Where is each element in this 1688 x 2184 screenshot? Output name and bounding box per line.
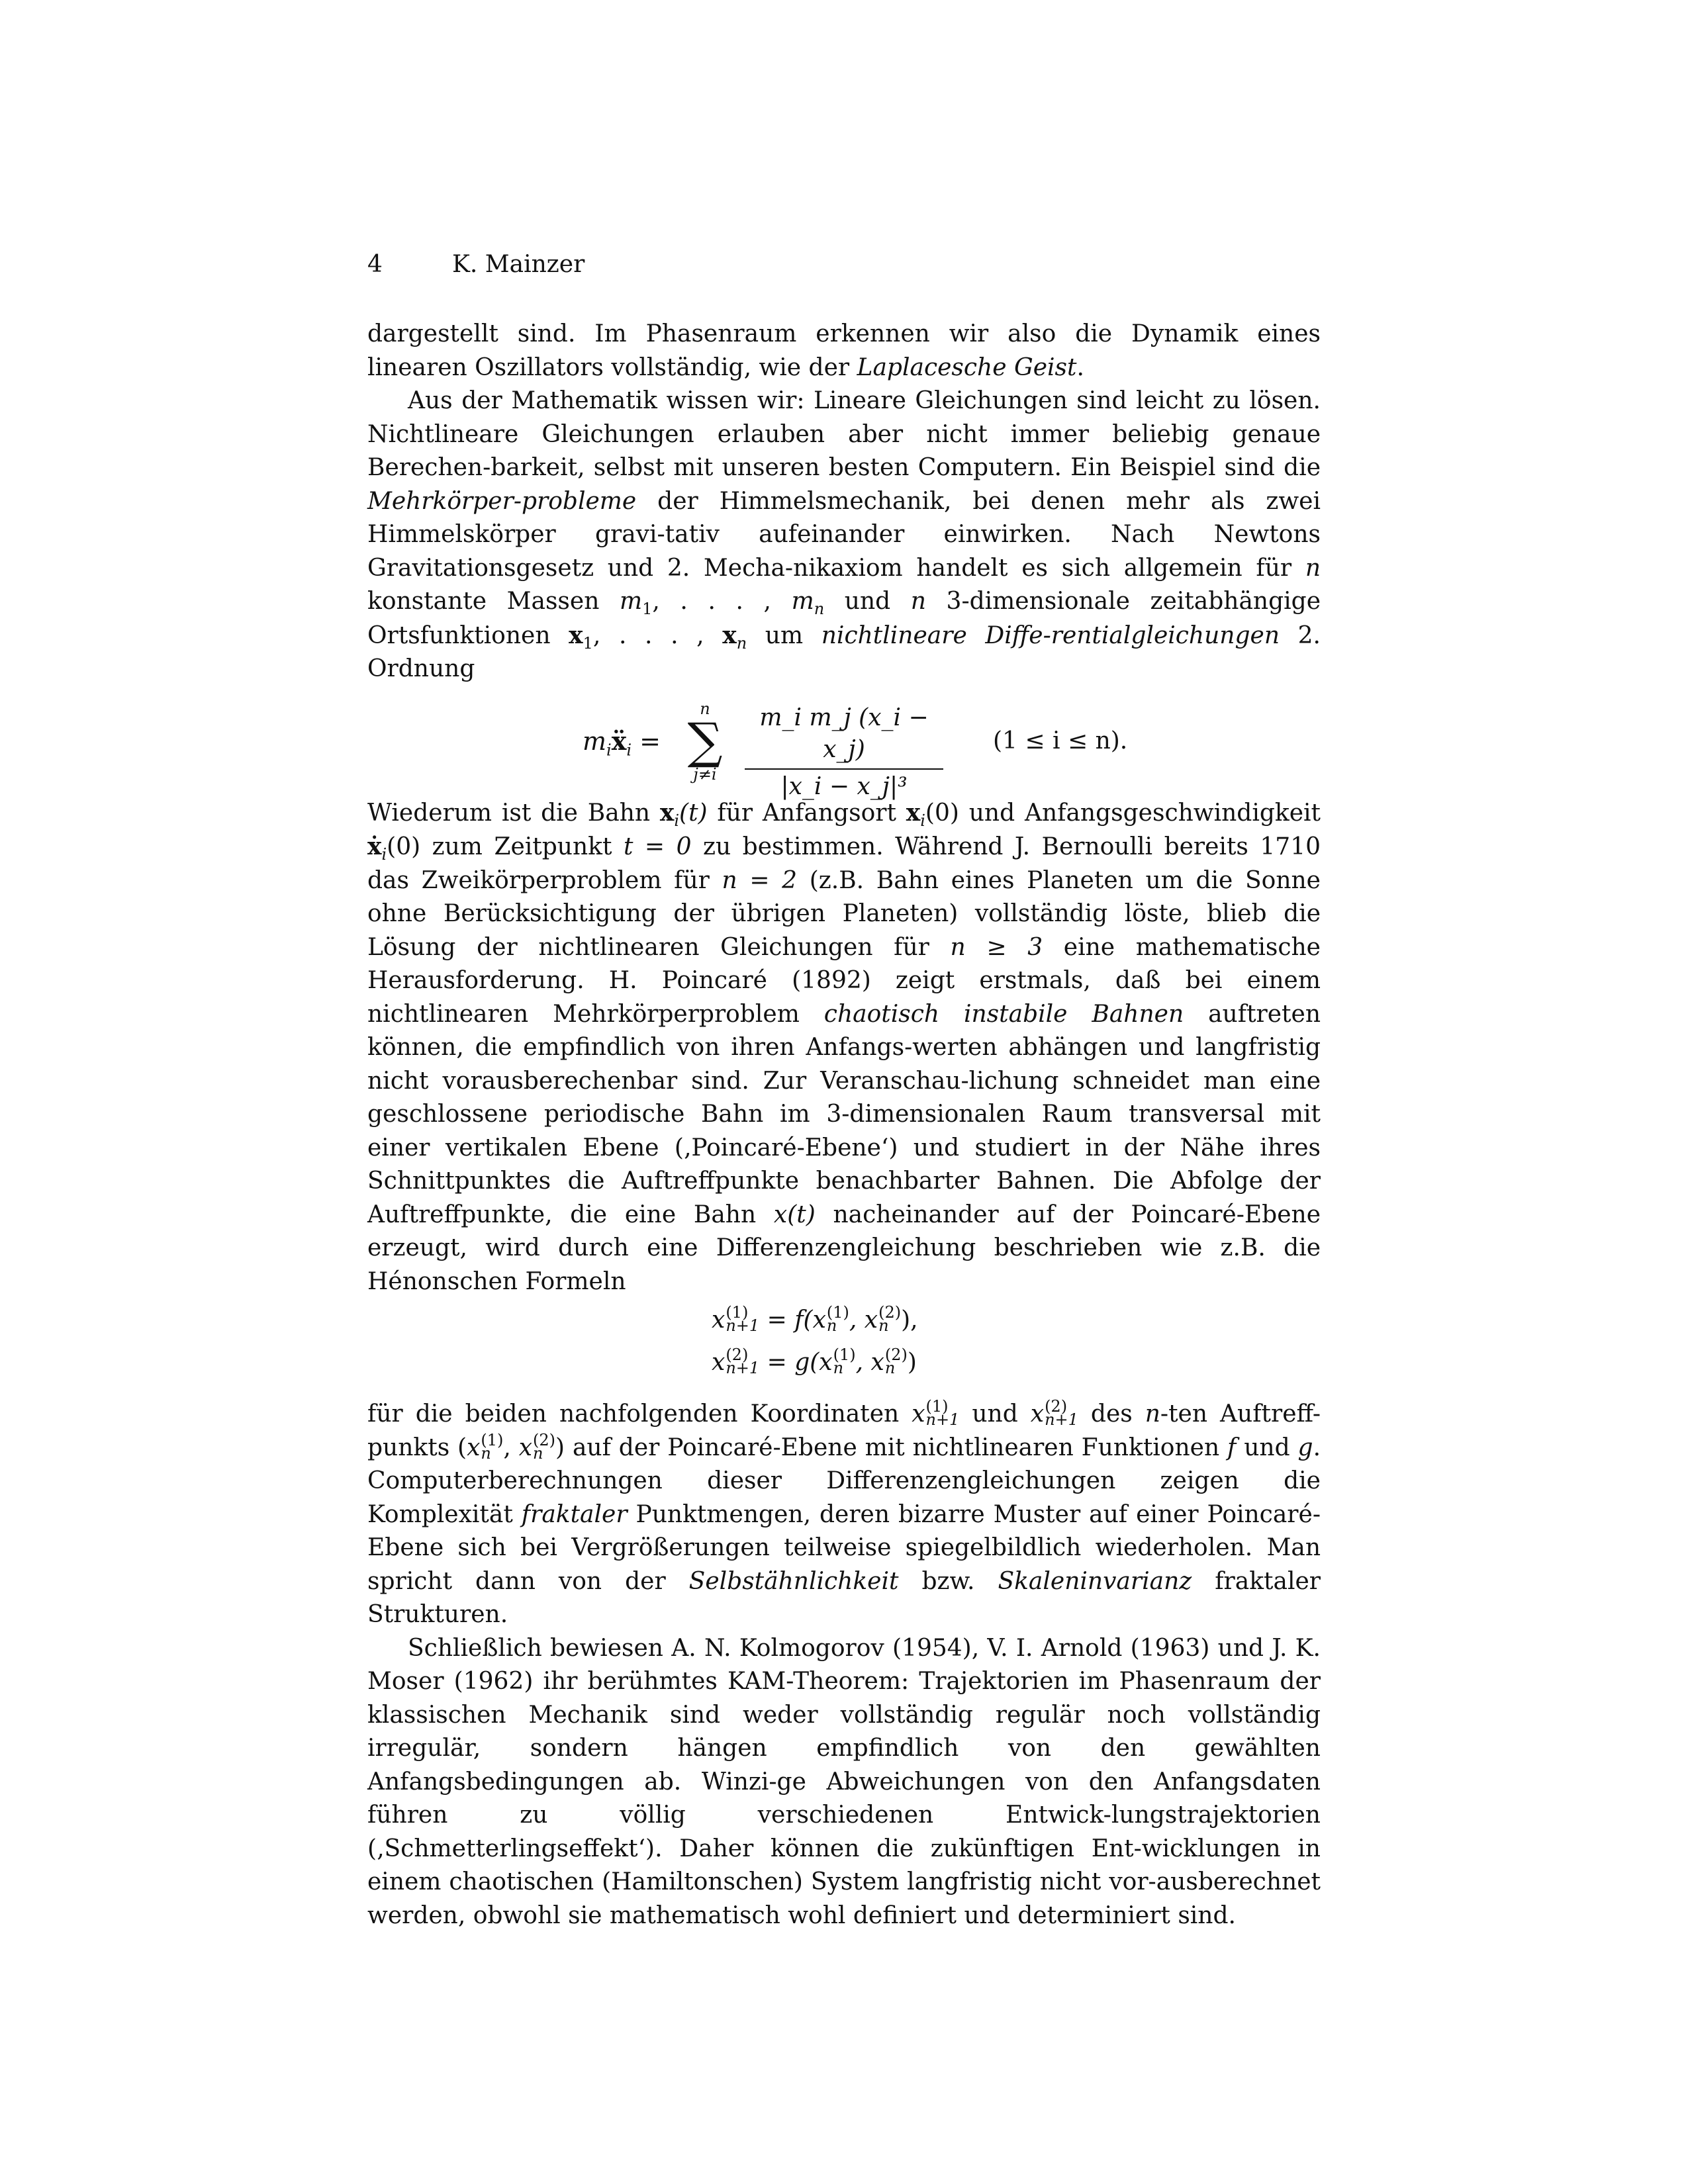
math-sup: (2) [533, 1430, 556, 1449]
math-var: x [1030, 1400, 1045, 1428]
math-var: g [1297, 1433, 1313, 1461]
text-span: zum Zeitpunkt [420, 833, 624, 860]
math-expr: n = 2 [722, 866, 798, 894]
math-var: m [619, 588, 643, 615]
text-span: Wiederum ist die Bahn [367, 799, 660, 827]
math-sub: n [736, 633, 747, 653]
math-var: n [1305, 554, 1321, 582]
math-arg: (0) [925, 799, 959, 827]
text-span: auftreten können, die empfindlich von ihren Anfangs-werten abhängen und langfristig nicht vorausberechenbar sind. Zur Veranschau-lichung schneidet man eine geschlossene periodische Bahn im 3-dimensionalen Raum transversal mit einer vertikalen Ebene (‚Poincaré-Ebene‘) und studiert in der Nähe ihres Schnittpunktes die Auftreffpunkte benachbarter Bahnen. Die Abfolge der Auftreffpunkte, die eine Bahn [367, 1000, 1321, 1228]
math-expr: = g(x [759, 1349, 833, 1376]
math-sup: (1) [481, 1430, 504, 1449]
math-supsub [726, 1345, 760, 1377]
paragraph-1 [367, 318, 1321, 385]
text-span: . [1076, 353, 1084, 381]
emphasis: Laplacesche Geist [857, 353, 1077, 381]
sum-symbol: ∑ [687, 712, 723, 770]
text-span: der Himmelsmechanik, bei denen mehr als zwei Himmelskörper gravi-tativ aufeinander einwirken. Nach Newtons Gravitationsgesetz und 2. Mecha-nikaxiom handelt es sich allgemein für [367, 487, 1321, 582]
math-supsub [481, 1430, 504, 1463]
text-span: und [1236, 1433, 1298, 1461]
text-span: und [824, 588, 911, 615]
text-span: , [503, 1433, 519, 1461]
text-span: , . . . , [592, 621, 723, 649]
math-expr: t = 0 [623, 833, 692, 860]
text-span: (z.B. Bahn eines Planeten um die Sonne ohne Berücksichtigung der übrigen Planeten) vollständig löste, blieb die Lösung der nichtlinearen Gleichungen für [367, 866, 1321, 961]
math-expr: ), [901, 1306, 918, 1334]
equation-lhs [583, 725, 661, 758]
math-supsub [884, 1345, 908, 1377]
math-sup: (1) [833, 1345, 856, 1364]
math-sub: n+1 [925, 1410, 960, 1429]
math-sup: (2) [1045, 1397, 1068, 1416]
math-sup: (1) [726, 1303, 749, 1322]
math-sub: n+1 [726, 1316, 760, 1335]
math-supsub [726, 1303, 760, 1335]
math-supsub [826, 1303, 849, 1335]
text-span: . Computerberechnungen dieser Differenzengleichungen zeigen die Komplexität [367, 1433, 1321, 1528]
text-span: -ten Auftreff-punkts ( [367, 1400, 1321, 1461]
text-span: Aus der Mathematik wissen wir: Lineare Gleichungen sind leicht zu lösen. Nichtlineare Gleichungen erlauben aber nicht immer beliebig genaue Berechen-barkeit, selbst mit unseren besten Computern. Ein Beispiel sind die [367, 387, 1321, 481]
math-sub: n [814, 600, 825, 619]
math-sub: i [920, 811, 925, 830]
text-span: des [1078, 1400, 1145, 1428]
math-var: x [467, 1433, 481, 1461]
page-header [367, 250, 585, 279]
math-var: n [910, 588, 926, 615]
math-expr: , x [855, 1349, 884, 1376]
body-text [367, 318, 1321, 1933]
math-vector: x [722, 621, 737, 649]
math-sub: n+1 [1045, 1410, 1078, 1429]
paragraph-4 [367, 1398, 1321, 1632]
math-sub: n [826, 1316, 837, 1335]
page-number: 4 [367, 251, 383, 278]
running-author: K. Mainzer [452, 251, 585, 278]
text-span: und Anfangsgeschwindigkeit [959, 799, 1321, 827]
text-span: Punktmengen, deren bizarre Muster auf einer Poincaré-Ebene sich bei Vergrößerungen teilweise spiegelbildlich wiederholen. Man spricht dann von der [367, 1500, 1321, 1595]
math-var: m [791, 588, 814, 615]
equation-n-body [367, 692, 1321, 800]
math-var: m [583, 726, 607, 756]
math-sub: n [884, 1359, 896, 1377]
text-span: für die beiden nachfolgenden Koordinaten [367, 1400, 912, 1428]
math-var: x [518, 1433, 533, 1461]
math-supsub [533, 1430, 556, 1463]
emphasis: nichtlineare Diffe-rentialgleichungen [821, 621, 1280, 649]
math-vector: x [569, 621, 583, 649]
math-sup: (2) [884, 1345, 908, 1364]
math-arg: (t) [679, 799, 708, 827]
math-sub: 1 [642, 600, 653, 619]
text-span: fraktaler Strukturen. [367, 1567, 1321, 1628]
text-span: für Anfangsort [707, 799, 906, 827]
math-expr: , x [849, 1306, 878, 1334]
henon-line-1 [712, 1304, 918, 1338]
math-sub: i [626, 741, 632, 760]
text-span: zu bestimmen. Während J. Bernoulli bereits 1710 das Zweikörperproblem für [367, 833, 1321, 894]
text-span: , . . . , [652, 588, 792, 615]
text-span: um [747, 621, 821, 649]
math-vector: x [906, 798, 921, 827]
math-vector: ẋ [367, 833, 382, 860]
math-expr: ) [907, 1349, 917, 1376]
text-span: dargestellt sind. Im Phasenraum erkennen wir also die Dynamik eines linearen Oszillators vollständig, wie der [367, 320, 1321, 381]
math-var: f [1227, 1433, 1237, 1461]
emphasis: chaotisch instabile Bahnen [823, 1000, 1184, 1028]
math-var: n [1145, 1400, 1160, 1428]
text-span: nacheinander auf der Poincaré-Ebene erzeugt, wird durch eine Differenzengleichung beschrieben wie z.B. die Hénonschen Formeln [367, 1201, 1321, 1295]
math-vector: ẍ [611, 725, 627, 756]
math-var: x [912, 1400, 925, 1428]
paragraph-5: Schließlich bewiesen A. N. Kolmogorov (1954), V. I. Arnold (1963) und J. K. Moser (1962) ihr berühmtes KAM-Theorem: Trajektorien im Phasenraum der klassischen Mechanik sind weder vollständig regulär noch vollständig irregulär, sondern hängen empfindlich von den gewählten Anfangsbedingungen ab. Winzi-ge Abweichungen von den Anfangsdaten führen zu völlig verschiedenen Entwick-lungstrajektorien (‚Schmetterlingseffekt‘). Daher können die zukünftigen Ent-wicklungen in einem chaotischen (Hamiltonschen) System langfristig nicht vor-ausberechnet werden, obwohl sie mathematisch wohl definiert und determiniert sind. [367, 1634, 1321, 1929]
fraction [745, 702, 943, 804]
math-var: x [712, 1306, 726, 1334]
math-vector: x [659, 798, 675, 827]
math-sub: n [878, 1316, 889, 1335]
math-sub: n [533, 1443, 543, 1463]
emphasis: fraktaler [521, 1500, 628, 1528]
math-sup: (1) [826, 1303, 849, 1322]
math-supsub [925, 1397, 960, 1429]
math-sub: i [674, 811, 680, 830]
text-span: 3-dimensionale zeitabhängige Ortsfunktionen [367, 588, 1321, 649]
emphasis: Mehrkörper-probleme [367, 487, 637, 515]
math-expr: = f(x [759, 1306, 826, 1334]
text-span: konstante Massen [367, 588, 620, 615]
henon-line-2 [712, 1346, 917, 1380]
sum-lower-limit: j≠i [693, 764, 717, 784]
summation [679, 700, 731, 784]
sum-upper-limit: n [700, 699, 710, 718]
math-arg: (0) [387, 833, 421, 860]
equation-henon [367, 1298, 1321, 1392]
equals-sign: = [632, 726, 661, 756]
math-sub: i [606, 741, 612, 760]
math-sub: n+1 [726, 1359, 760, 1377]
text-span: ) auf der Poincaré-Ebene mit nichtlinearen Funktionen [555, 1433, 1228, 1461]
math-supsub [833, 1345, 856, 1377]
text-span: 2. Ordnung [367, 621, 1321, 682]
math-sup: (2) [726, 1345, 749, 1364]
emphasis: Selbstähnlichkeit [688, 1567, 899, 1595]
math-supsub [878, 1303, 902, 1335]
text-span: und [959, 1400, 1031, 1428]
math-sup: (1) [925, 1397, 949, 1416]
math-expr: x(t) [773, 1201, 816, 1228]
math-sup: (2) [878, 1303, 902, 1322]
paragraph-3 [367, 796, 1321, 1299]
math-var: x [712, 1349, 726, 1376]
text-span: bzw. [898, 1567, 998, 1595]
fraction-numerator: m_i m_j (x_i − x_j) [745, 702, 943, 770]
equation-condition: (1 ≤ i ≤ n). [993, 727, 1128, 754]
fraction-denominator: |x_i − x_j|³ [780, 772, 908, 800]
emphasis: Skaleninvarianz [998, 1567, 1192, 1595]
math-sub: 1 [583, 633, 593, 653]
paragraph-2 [367, 385, 1321, 686]
math-sub: i [381, 845, 387, 864]
math-sub: n [481, 1443, 491, 1463]
math-sub: n [833, 1359, 844, 1377]
text-span: eine mathematische Herausforderung. H. Poincaré (1892) zeigt erstmals, daß bei einem nichtlinearen Mehrkörperproblem [367, 933, 1321, 1028]
math-expr: n ≥ 3 [950, 933, 1043, 961]
math-supsub [1045, 1397, 1078, 1429]
